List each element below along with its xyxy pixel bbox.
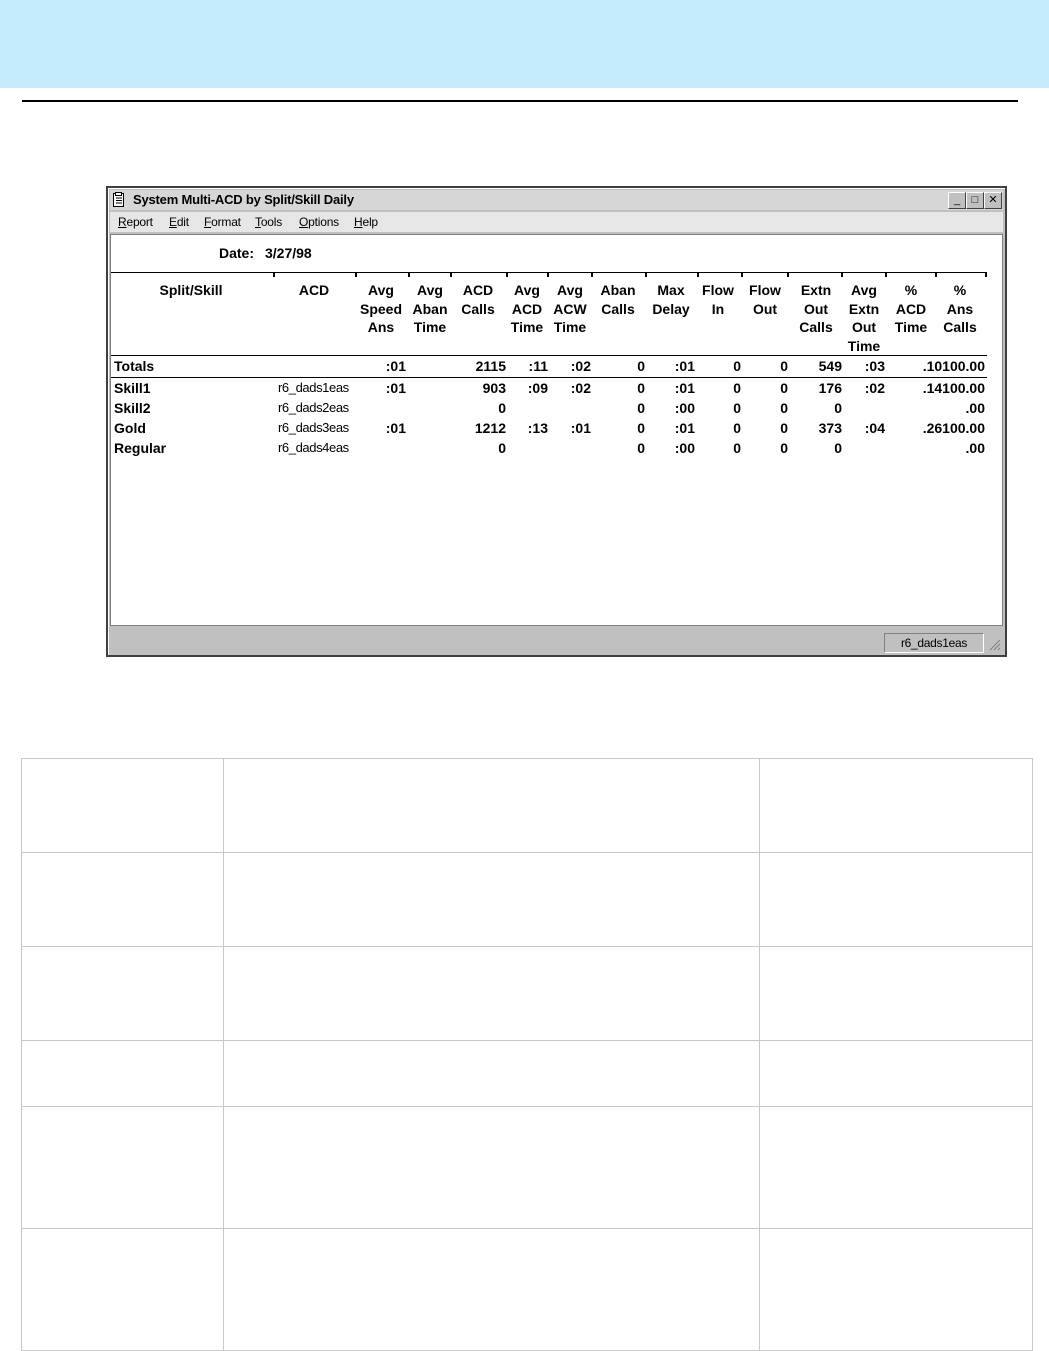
totals-row-pct-acd-time-ans-calls: .10100.00 (922, 358, 985, 374)
table-cell (223, 758, 760, 853)
header-bottom-rule (111, 355, 987, 356)
resize-grip-icon[interactable] (987, 637, 1001, 651)
table-cell (759, 1106, 1033, 1229)
totals-row-flow-out: 0 (780, 358, 788, 374)
totals-row-avg-extn-out-time: :03 (864, 358, 885, 374)
row-gold-avg-acd-time: :13 (527, 420, 548, 436)
table-cell (759, 852, 1033, 947)
row-skill1-label: Skill1 (114, 380, 151, 396)
close-button[interactable]: ✕ (984, 192, 1002, 209)
column-header: % ACD Time (894, 282, 928, 335)
date-label: Date: (219, 245, 255, 261)
table-cell (759, 946, 1033, 1041)
column-header: ACD Calls (461, 282, 495, 317)
header-tick (787, 273, 789, 277)
menu-tools[interactable]: Tools (255, 215, 283, 229)
table-cell (21, 1040, 224, 1107)
row-gold-max-delay: :01 (674, 420, 695, 436)
status-bar (110, 631, 1003, 653)
row-skill2-flow-in: 0 (733, 400, 741, 416)
report-document-icon (113, 192, 126, 207)
table-cell (21, 946, 224, 1041)
row-skill1-acd: r6_dads1eas (278, 380, 349, 395)
row-gold-avg-acw-time: :01 (570, 420, 591, 436)
totals-row-avg-speed-ans: :01 (385, 358, 406, 374)
column-header: Split/Skill (159, 282, 223, 298)
row-regular-max-delay: :00 (674, 440, 695, 456)
row-regular-label: Regular (114, 440, 167, 456)
column-header: Avg Extn Out Time (847, 282, 881, 354)
row-skill2-acd-calls: 0 (498, 400, 506, 416)
totals-row-acd-calls: 2115 (475, 358, 506, 374)
header-tick (697, 273, 699, 277)
row-gold-pct-acd-time-ans-calls: .26100.00 (922, 420, 985, 436)
row-skill1-avg-extn-out-time: :02 (864, 380, 885, 396)
row-skill2-extn-out-calls: 0 (834, 400, 842, 416)
header-rule (22, 100, 1018, 102)
row-skill1-flow-out: 0 (780, 380, 788, 396)
row-regular-flow-in: 0 (733, 440, 741, 456)
header-tick (408, 273, 410, 277)
table-cell (223, 946, 760, 1041)
header-tick (273, 273, 275, 277)
header-tick (506, 273, 508, 277)
column-header: % Ans Calls (943, 282, 977, 335)
table-cell (21, 758, 224, 853)
row-gold-label: Gold (114, 420, 146, 436)
report-content (110, 234, 1003, 626)
row-gold-avg-extn-out-time: :04 (864, 420, 885, 436)
totals-row-extn-out-calls: 549 (818, 358, 842, 374)
row-regular-pct-acd-time-ans-calls: .00 (965, 440, 985, 456)
row-gold-flow-in: 0 (733, 420, 741, 436)
row-skill1-pct-acd-time-ans-calls: .14100.00 (922, 380, 985, 396)
header-tick (591, 273, 593, 277)
row-regular-aban-calls: 0 (637, 440, 645, 456)
column-header: Max Delay (652, 282, 690, 317)
row-gold-flow-out: 0 (780, 420, 788, 436)
row-skill2-aban-calls: 0 (637, 400, 645, 416)
window-title: System Multi-ACD by Split/Skill Daily (133, 192, 354, 207)
row-gold-extn-out-calls: 373 (818, 420, 842, 436)
totals-row-flow-in: 0 (733, 358, 741, 374)
table-cell (223, 852, 760, 947)
table-cell (21, 1228, 224, 1351)
date-value: 3/27/98 (265, 245, 312, 261)
header-tick (841, 273, 843, 277)
menu-bar (110, 212, 1003, 232)
row-skill2-label: Skill2 (114, 400, 151, 416)
menu-help[interactable]: Help (354, 215, 378, 229)
totals-row-label: Totals (114, 358, 155, 374)
row-gold-acd: r6_dads3eas (278, 420, 349, 435)
minimize-button[interactable]: _ (948, 192, 966, 209)
row-gold-avg-speed-ans: :01 (385, 420, 406, 436)
table-cell (223, 1040, 760, 1107)
row-skill2-pct-acd-time-ans-calls: .00 (965, 400, 985, 416)
row-skill1-extn-out-calls: 176 (818, 380, 842, 396)
table-cell (21, 852, 224, 947)
table-cell (759, 1040, 1033, 1107)
menu-report[interactable]: Report (118, 215, 153, 229)
row-skill1-avg-speed-ans: :01 (385, 380, 406, 396)
column-header: Avg Speed Ans (359, 282, 402, 335)
column-header: Avg Aban Time (412, 282, 448, 335)
header-tick (935, 273, 937, 277)
column-header: Extn Out Calls (799, 282, 833, 335)
menu-options[interactable]: Options (299, 215, 339, 229)
report-window (106, 186, 1007, 657)
row-gold-acd-calls: 1212 (474, 420, 506, 436)
row-skill1-avg-acw-time: :02 (570, 380, 591, 396)
row-regular-acd-calls: 0 (498, 440, 506, 456)
row-skill1-max-delay: :01 (674, 380, 695, 396)
status-acd: r6_dads1eas (884, 633, 984, 653)
header-tick (450, 273, 452, 277)
header-tick (885, 273, 887, 277)
column-header: Flow Out (749, 282, 781, 317)
column-header: Aban Calls (600, 282, 636, 317)
header-tick (985, 273, 987, 277)
totals-bottom-rule (111, 377, 987, 378)
header-tick (741, 273, 743, 277)
column-header: Avg ACD Time (510, 282, 544, 335)
table-cell (21, 1106, 224, 1229)
table-cell (223, 1106, 760, 1229)
table-cell (759, 1228, 1033, 1351)
row-regular-acd: r6_dads4eas (278, 440, 349, 455)
column-header: Flow In (702, 282, 734, 317)
row-skill1-aban-calls: 0 (637, 380, 645, 396)
row-skill1-flow-in: 0 (733, 380, 741, 396)
column-header: ACD (298, 282, 330, 298)
row-gold-aban-calls: 0 (637, 420, 645, 436)
totals-row-max-delay: :01 (674, 358, 695, 374)
totals-row-avg-acd-time: :11 (528, 358, 548, 374)
header-banner (0, 0, 1049, 88)
header-tick (547, 273, 549, 277)
row-regular-flow-out: 0 (780, 440, 788, 456)
header-top-rule (111, 272, 987, 273)
title-bar[interactable] (110, 190, 1003, 210)
header-tick (355, 273, 357, 277)
maximize-button[interactable]: □ (966, 192, 984, 209)
row-skill1-acd-calls: 903 (482, 380, 506, 396)
totals-row-aban-calls: 0 (637, 358, 645, 374)
row-skill2-max-delay: :00 (674, 400, 695, 416)
row-skill2-acd: r6_dads2eas (278, 400, 349, 415)
menu-edit[interactable]: Edit (169, 215, 189, 229)
totals-row-avg-acw-time: :02 (570, 358, 591, 374)
blank-description-table (21, 758, 1032, 1350)
column-header: Avg ACW Time (553, 282, 587, 335)
header-tick (645, 273, 647, 277)
table-cell (223, 1228, 760, 1351)
row-skill1-avg-acd-time: :09 (527, 380, 548, 396)
table-cell (759, 758, 1033, 853)
row-regular-extn-out-calls: 0 (834, 440, 842, 456)
row-skill2-flow-out: 0 (780, 400, 788, 416)
menu-format[interactable]: Format (204, 215, 241, 229)
